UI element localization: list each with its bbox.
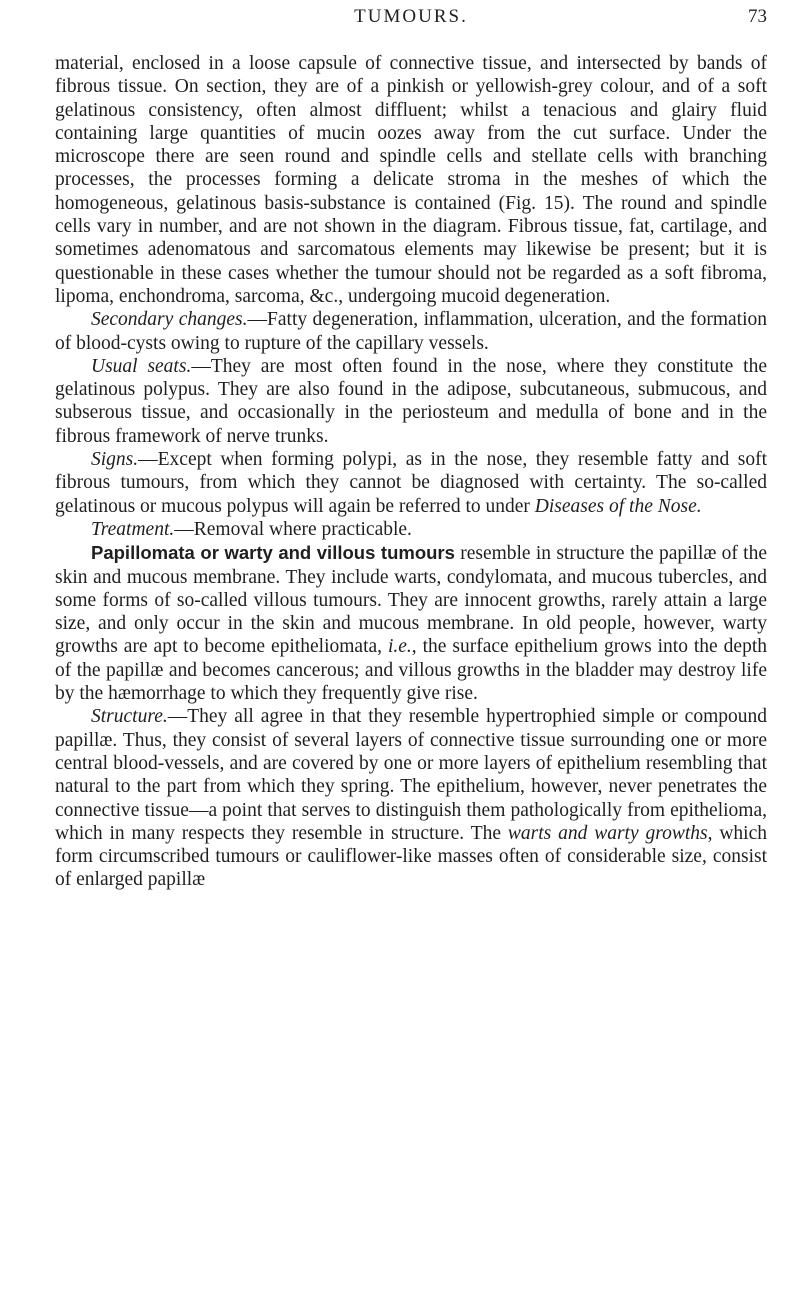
paragraph-secondary-changes <box>55 308 767 355</box>
subheading-signs: Signs. <box>91 449 139 471</box>
page-number: 73 <box>748 6 767 27</box>
body-text <box>55 52 767 892</box>
running-head <box>55 0 767 52</box>
running-title: TUMOURS. <box>354 6 468 27</box>
italic-abbreviation: i.e. <box>387 636 412 658</box>
subheading-usual-seats: Usual seats. <box>91 355 192 377</box>
paragraph-text: —Removal where practicable. <box>174 518 412 540</box>
paragraph-text: —They all agree in that they resemble hypertrophied simple or compound papillæ. Thus, they consist of several layers of connective tissue surrounding one or more central blood-vessels, and are covered by one or more layers of epithelium resembling that natural to the part from which they spring. The epithelium, however, never penetrates the connective tissue—a point that serves to distinguish them pathologically from epithelioma, which in many respects they resemble in structure. The <box>55 706 767 844</box>
subheading-structure: Structure. <box>91 706 168 728</box>
paragraph-treatment <box>55 518 767 541</box>
paragraph-text: , the surface epithelium grows into the depth of the papillæ and becomes cancerous; and villous growths in the bladder may destroy life by the hæmorrhage to which they frequently give rise. <box>55 636 767 705</box>
paragraph-mucoid-description <box>55 52 767 308</box>
paragraph-text: resemble in structure the papillæ of the skin and mucous membrane. They include warts, condylomata, and mucous tubercles, and some forms of so-called villous tumours. They are innocent growths, rarely attain a large size, and only occur in the skin and mucous membrane. In old people, however, warty growths are apt to become epitheliomata, <box>55 543 768 658</box>
paragraph-signs <box>55 448 767 518</box>
italic-term: warts and warty growths <box>507 822 708 844</box>
subheading-treatment: Treatment. <box>91 518 175 540</box>
cross-reference: Diseases of the Nose. <box>534 495 702 517</box>
book-page <box>55 0 768 891</box>
paragraph-papillomata <box>55 541 767 705</box>
subheading-secondary-changes: Secondary changes. <box>91 309 248 331</box>
section-heading-papillomata: Papillomata or warty and villous tumours <box>91 542 455 564</box>
paragraph-text: —Except when forming polypi, as in the nose, they resemble fatty and soft fibrous tumours, from which they cannot be diagnosed with certainty. The so-called gelatinous or mucous polypus will again be referred to under <box>55 449 767 517</box>
paragraph-structure <box>55 705 767 891</box>
paragraph-text: , which form circumscribed tumours or cauliflower-like masses often of considerable size, consist of enlarged papillæ <box>55 822 767 891</box>
paragraph-text: —They are most often found in the nose, where they constitute the gelatinous polypus. They are also found in the adipose, subcutaneous, submucous, and subserous tissue, and occasionally in the periosteum and medulla of bone and in the fibrous framework of nerve trunks. <box>55 355 767 447</box>
paragraph-text: —Fatty degeneration, inflammation, ulceration, and the formation of blood-cysts owing to rupture of the capillary vessels. <box>55 309 768 354</box>
paragraph-usual-seats <box>55 355 767 448</box>
paragraph-text: material, enclosed in a loose capsule of connective tissue, and intersected by bands of fibrous tissue. On section, they are of a pinkish or yellowish-grey colour, and of a soft gelatinous consistency, often almost diffluent; whilst a tenacious and glairy fluid containing large quantities of mucin oozes away from the cut surface. Under the microscope there are seen round and spindle cells and stellate cells with branching processes, the processes forming a delicate stroma in the meshes of which the homogeneous, gelatinous basis-substance is contained (Fig. 15). The round and spindle cells vary in number, and are not shown in the diagram. Fibrous tissue, fat, cartilage, and sometimes adenomatous and sarcomatous elements may likewise be present; but it is questionable in these cases whether the tumour should not be regarded as a soft fibroma, lipoma, enchondroma, sarcoma, &c., undergoing mucoid degeneration. <box>55 53 767 307</box>
